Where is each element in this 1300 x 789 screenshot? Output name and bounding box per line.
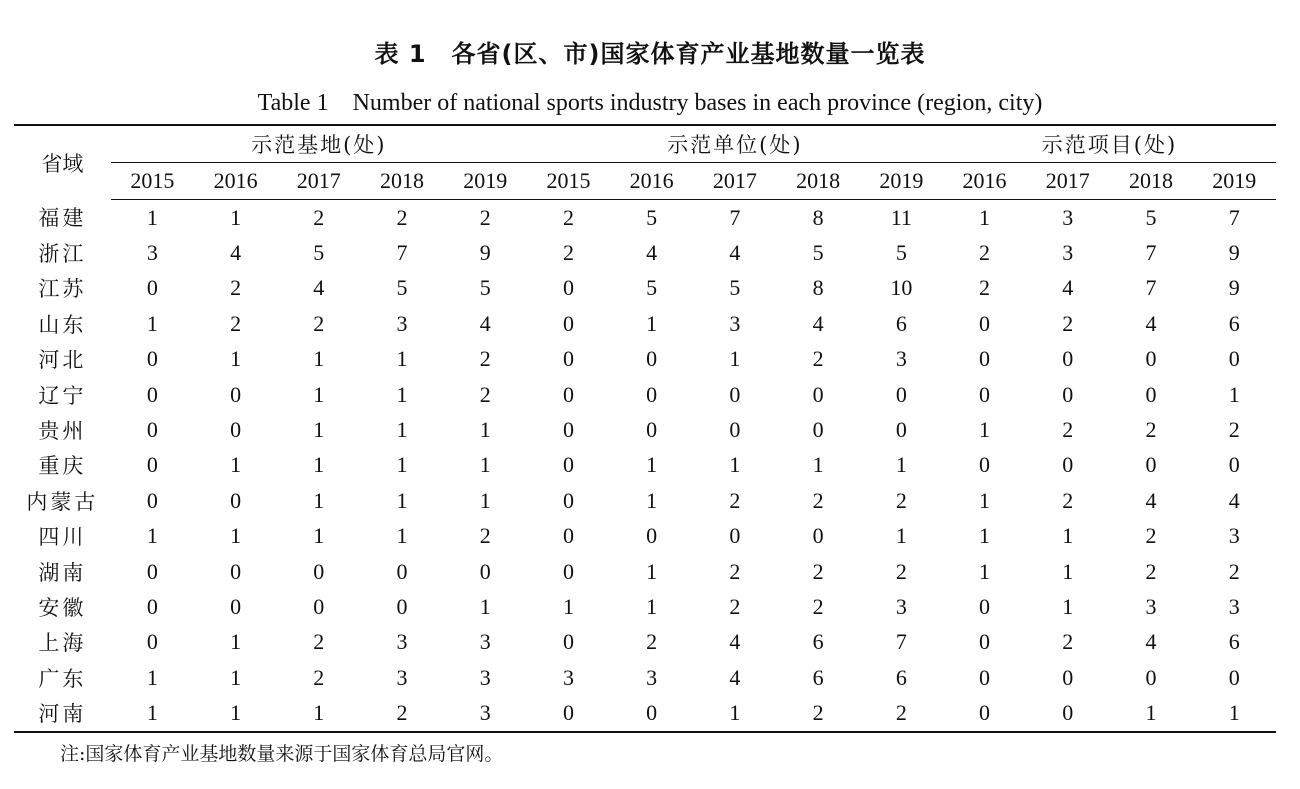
value-cell: 1	[313, 700, 325, 726]
province-cell: 辽宁	[38, 383, 87, 408]
table-row	[14, 695, 1276, 731]
value-cell: 3	[1145, 593, 1157, 619]
value-cell: 1	[230, 664, 242, 690]
value-cell: 9	[1228, 275, 1240, 301]
value-cell: 2	[562, 240, 574, 266]
value-cell: 1	[1062, 558, 1074, 584]
value-cell: 2	[812, 346, 824, 372]
value-cell: 0	[562, 452, 574, 478]
value-cell: 11	[890, 204, 912, 230]
value-cell: 2	[812, 487, 824, 513]
value-cell: 1	[1228, 700, 1240, 726]
value-cell: 1	[1062, 593, 1074, 619]
table-row	[14, 306, 1276, 341]
value-cell: 0	[1062, 381, 1074, 407]
value-cell: 0	[562, 487, 574, 513]
value-cell: 10	[890, 275, 913, 301]
value-cell: 3	[479, 629, 491, 655]
value-cell: 2	[895, 558, 907, 584]
province-cell: 福建	[38, 206, 87, 231]
value-cell: 4	[729, 240, 741, 266]
province-cell: 广东	[38, 666, 87, 691]
value-cell: 0	[1145, 664, 1157, 690]
value-cell: 3	[479, 700, 491, 726]
value-cell: 2	[479, 346, 491, 372]
value-cell: 1	[895, 523, 907, 549]
value-cell: 1	[562, 593, 574, 619]
value-cell: 0	[979, 664, 991, 690]
value-cell: 6	[1228, 310, 1240, 336]
header-year: 2018	[776, 163, 859, 200]
value-cell: 0	[562, 310, 574, 336]
value-cell: 1	[230, 204, 242, 230]
value-cell: 0	[1062, 346, 1074, 372]
header-group-units: 示范单位(处)	[527, 125, 943, 163]
value-cell: 0	[729, 381, 741, 407]
value-cell: 2	[396, 204, 408, 230]
value-cell: 0	[1228, 452, 1240, 478]
header-year: 2019	[444, 163, 527, 200]
value-cell: 8	[812, 275, 824, 301]
value-cell: 1	[979, 487, 991, 513]
value-cell: 1	[895, 452, 907, 478]
value-cell: 1	[230, 346, 242, 372]
value-cell: 1	[146, 664, 158, 690]
value-cell: 2	[895, 487, 907, 513]
value-cell: 1	[729, 452, 741, 478]
value-cell: 3	[146, 240, 158, 266]
value-cell: 0	[1062, 700, 1074, 726]
header-year: 2019	[860, 163, 943, 200]
value-cell: 1	[479, 452, 491, 478]
value-cell: 4	[1145, 487, 1157, 513]
value-cell: 4	[230, 240, 242, 266]
table-row	[14, 271, 1276, 306]
value-cell: 3	[562, 664, 574, 690]
value-cell: 2	[396, 700, 408, 726]
header-year: 2018	[1109, 163, 1192, 200]
value-cell: 2	[812, 558, 824, 584]
province-cell: 重庆	[38, 454, 87, 479]
province-cell: 内蒙古	[26, 489, 99, 514]
value-cell: 0	[479, 558, 491, 584]
value-cell: 2	[230, 275, 242, 301]
value-cell: 1	[729, 346, 741, 372]
province-cell: 山东	[38, 312, 87, 337]
value-cell: 1	[479, 417, 491, 443]
value-cell: 0	[979, 310, 991, 336]
value-cell: 6	[812, 629, 824, 655]
value-cell: 0	[396, 593, 408, 619]
province-cell: 浙江	[38, 242, 87, 267]
value-cell: 2	[313, 310, 325, 336]
value-cell: 1	[146, 204, 158, 230]
table-note: 注:国家体育产业基地数量来源于国家体育总局官网。	[60, 743, 504, 765]
value-cell: 4	[1145, 310, 1157, 336]
value-cell: 2	[313, 664, 325, 690]
header-year: 2015	[527, 163, 610, 200]
value-cell: 1	[313, 417, 325, 443]
value-cell: 0	[1145, 452, 1157, 478]
value-cell: 3	[396, 629, 408, 655]
value-cell: 1	[146, 700, 158, 726]
value-cell: 1	[313, 487, 325, 513]
value-cell: 2	[1145, 417, 1157, 443]
value-cell: 0	[812, 381, 824, 407]
table-row	[14, 519, 1276, 554]
value-cell: 0	[313, 558, 325, 584]
value-cell: 6	[812, 664, 824, 690]
value-cell: 1	[729, 700, 741, 726]
value-cell: 4	[1062, 275, 1074, 301]
value-cell: 0	[979, 700, 991, 726]
value-cell: 1	[396, 417, 408, 443]
value-cell: 1	[396, 487, 408, 513]
province-cell: 贵州	[38, 419, 87, 444]
value-cell: 0	[1145, 346, 1157, 372]
value-cell: 2	[313, 204, 325, 230]
table-title-cn: 表 1 各省(区、市)国家体育产业基地数量一览表	[374, 40, 926, 68]
header-year: 2018	[360, 163, 443, 200]
value-cell: 0	[979, 629, 991, 655]
value-cell: 7	[1145, 240, 1157, 266]
value-cell: 0	[230, 558, 242, 584]
value-cell: 1	[479, 487, 491, 513]
value-cell: 2	[479, 523, 491, 549]
value-cell: 0	[230, 381, 242, 407]
value-cell: 1	[313, 381, 325, 407]
value-cell: 9	[479, 240, 491, 266]
value-cell: 4	[1228, 487, 1240, 513]
table-row	[14, 200, 1276, 236]
value-cell: 5	[1145, 204, 1157, 230]
value-cell: 2	[729, 558, 741, 584]
table-body	[14, 200, 1276, 732]
value-cell: 1	[979, 558, 991, 584]
value-cell: 8	[812, 204, 824, 230]
value-cell: 0	[979, 346, 991, 372]
value-cell: 5	[479, 275, 491, 301]
value-cell: 1	[646, 310, 658, 336]
value-cell: 1	[396, 346, 408, 372]
value-cell: 0	[146, 275, 158, 301]
value-cell: 2	[1228, 417, 1240, 443]
province-cell: 湖南	[38, 560, 87, 585]
value-cell: 1	[979, 204, 991, 230]
value-cell: 0	[396, 558, 408, 584]
value-cell: 1	[1062, 523, 1074, 549]
value-cell: 0	[895, 381, 907, 407]
header-year: 2016	[943, 163, 1026, 200]
header-year: 2016	[194, 163, 277, 200]
value-cell: 2	[895, 700, 907, 726]
value-cell: 2	[812, 700, 824, 726]
value-cell: 1	[230, 629, 242, 655]
province-cell: 河南	[38, 702, 87, 727]
value-cell: 0	[646, 700, 658, 726]
value-cell: 6	[895, 664, 907, 690]
value-cell: 0	[313, 593, 325, 619]
value-cell: 0	[562, 381, 574, 407]
table-row	[14, 554, 1276, 589]
value-cell: 4	[479, 310, 491, 336]
value-cell: 2	[812, 593, 824, 619]
value-cell: 3	[1062, 240, 1074, 266]
value-cell: 2	[562, 204, 574, 230]
value-cell: 5	[646, 275, 658, 301]
value-cell: 0	[146, 346, 158, 372]
value-cell: 2	[1145, 558, 1157, 584]
value-cell: 6	[895, 310, 907, 336]
value-cell: 0	[979, 381, 991, 407]
table-row	[14, 483, 1276, 518]
table-row	[14, 589, 1276, 624]
value-cell: 5	[396, 275, 408, 301]
value-cell: 1	[646, 452, 658, 478]
value-cell: 2	[230, 310, 242, 336]
value-cell: 0	[646, 346, 658, 372]
table-title-en: Table 1 Number of national sports industry bases in each province (region, city)	[257, 90, 1043, 116]
value-cell: 0	[562, 417, 574, 443]
value-cell: 6	[1228, 629, 1240, 655]
value-cell: 1	[646, 558, 658, 584]
value-cell: 1	[646, 487, 658, 513]
table-row	[14, 625, 1276, 660]
value-cell: 0	[646, 523, 658, 549]
value-cell: 1	[479, 593, 491, 619]
value-cell: 2	[729, 593, 741, 619]
value-cell: 3	[1228, 523, 1240, 549]
value-cell: 5	[313, 240, 325, 266]
value-cell: 3	[895, 346, 907, 372]
value-cell: 0	[812, 417, 824, 443]
header-year: 2017	[277, 163, 360, 200]
value-cell: 0	[230, 593, 242, 619]
province-cell: 四川	[38, 525, 87, 550]
header-year: 2019	[1193, 163, 1276, 200]
value-cell: 4	[313, 275, 325, 301]
value-cell: 0	[729, 523, 741, 549]
table-row	[14, 660, 1276, 695]
value-cell: 0	[562, 275, 574, 301]
value-cell: 9	[1228, 240, 1240, 266]
value-cell: 4	[1145, 629, 1157, 655]
value-cell: 4	[729, 629, 741, 655]
value-cell: 4	[812, 310, 824, 336]
value-cell: 1	[146, 523, 158, 549]
value-cell: 3	[1228, 593, 1240, 619]
value-cell: 0	[1145, 381, 1157, 407]
value-cell: 4	[646, 240, 658, 266]
value-cell: 0	[646, 417, 658, 443]
value-cell: 0	[230, 487, 242, 513]
value-cell: 2	[1062, 310, 1074, 336]
value-cell: 0	[646, 381, 658, 407]
table-row	[14, 377, 1276, 412]
value-cell: 2	[1062, 417, 1074, 443]
value-cell: 2	[1228, 558, 1240, 584]
value-cell: 7	[396, 240, 408, 266]
value-cell: 0	[562, 346, 574, 372]
province-cell: 安徽	[38, 595, 87, 620]
value-cell: 1	[146, 310, 158, 336]
value-cell: 7	[1228, 204, 1240, 230]
value-cell: 3	[1062, 204, 1074, 230]
province-cell: 上海	[38, 631, 87, 656]
value-cell: 1	[230, 700, 242, 726]
value-cell: 2	[979, 275, 991, 301]
value-cell: 5	[895, 240, 907, 266]
value-cell: 1	[313, 452, 325, 478]
value-cell: 1	[313, 346, 325, 372]
value-cell: 1	[1145, 700, 1157, 726]
value-cell: 1	[979, 523, 991, 549]
value-cell: 0	[1228, 664, 1240, 690]
data-table	[14, 124, 1276, 733]
value-cell: 1	[396, 452, 408, 478]
value-cell: 3	[396, 664, 408, 690]
value-cell: 7	[895, 629, 907, 655]
header-group-bases: 示范基地(处)	[111, 125, 527, 163]
value-cell: 3	[646, 664, 658, 690]
table-row	[14, 235, 1276, 270]
value-cell: 0	[979, 593, 991, 619]
value-cell: 0	[562, 558, 574, 584]
value-cell: 1	[646, 593, 658, 619]
province-cell: 江苏	[38, 277, 87, 302]
value-cell: 3	[729, 310, 741, 336]
header-province: 省域	[41, 151, 84, 176]
value-cell: 7	[729, 204, 741, 230]
value-cell: 0	[146, 629, 158, 655]
value-cell: 3	[895, 593, 907, 619]
value-cell: 0	[895, 417, 907, 443]
value-cell: 4	[729, 664, 741, 690]
value-cell: 1	[1228, 381, 1240, 407]
value-cell: 0	[146, 417, 158, 443]
value-cell: 0	[562, 523, 574, 549]
value-cell: 2	[1062, 629, 1074, 655]
value-cell: 0	[146, 558, 158, 584]
value-cell: 0	[562, 629, 574, 655]
header-year: 2016	[610, 163, 693, 200]
value-cell: 0	[146, 381, 158, 407]
value-cell: 2	[479, 204, 491, 230]
value-cell: 1	[230, 452, 242, 478]
province-cell: 河北	[38, 348, 87, 373]
value-cell: 2	[479, 381, 491, 407]
value-cell: 1	[396, 523, 408, 549]
header-year: 2017	[1026, 163, 1109, 200]
value-cell: 0	[1062, 664, 1074, 690]
value-cell: 3	[396, 310, 408, 336]
table-row	[14, 342, 1276, 377]
header-group-projects: 示范项目(处)	[943, 125, 1276, 163]
value-cell: 2	[1062, 487, 1074, 513]
table-row	[14, 448, 1276, 483]
value-cell: 0	[146, 452, 158, 478]
value-cell: 5	[646, 204, 658, 230]
value-cell: 0	[146, 487, 158, 513]
value-cell: 0	[146, 593, 158, 619]
header-year: 2017	[693, 163, 776, 200]
value-cell: 2	[1145, 523, 1157, 549]
value-cell: 0	[230, 417, 242, 443]
header-year: 2015	[111, 163, 194, 200]
value-cell: 2	[729, 487, 741, 513]
value-cell: 0	[1062, 452, 1074, 478]
value-cell: 1	[812, 452, 824, 478]
value-cell: 0	[979, 452, 991, 478]
value-cell: 5	[729, 275, 741, 301]
table-row	[14, 412, 1276, 447]
value-cell: 0	[1228, 346, 1240, 372]
value-cell: 3	[479, 664, 491, 690]
value-cell: 5	[812, 240, 824, 266]
value-cell: 0	[562, 700, 574, 726]
value-cell: 0	[729, 417, 741, 443]
value-cell: 2	[313, 629, 325, 655]
value-cell: 1	[979, 417, 991, 443]
value-cell: 1	[396, 381, 408, 407]
value-cell: 7	[1145, 275, 1157, 301]
value-cell: 2	[979, 240, 991, 266]
value-cell: 1	[313, 523, 325, 549]
value-cell: 0	[812, 523, 824, 549]
value-cell: 1	[230, 523, 242, 549]
value-cell: 2	[646, 629, 658, 655]
